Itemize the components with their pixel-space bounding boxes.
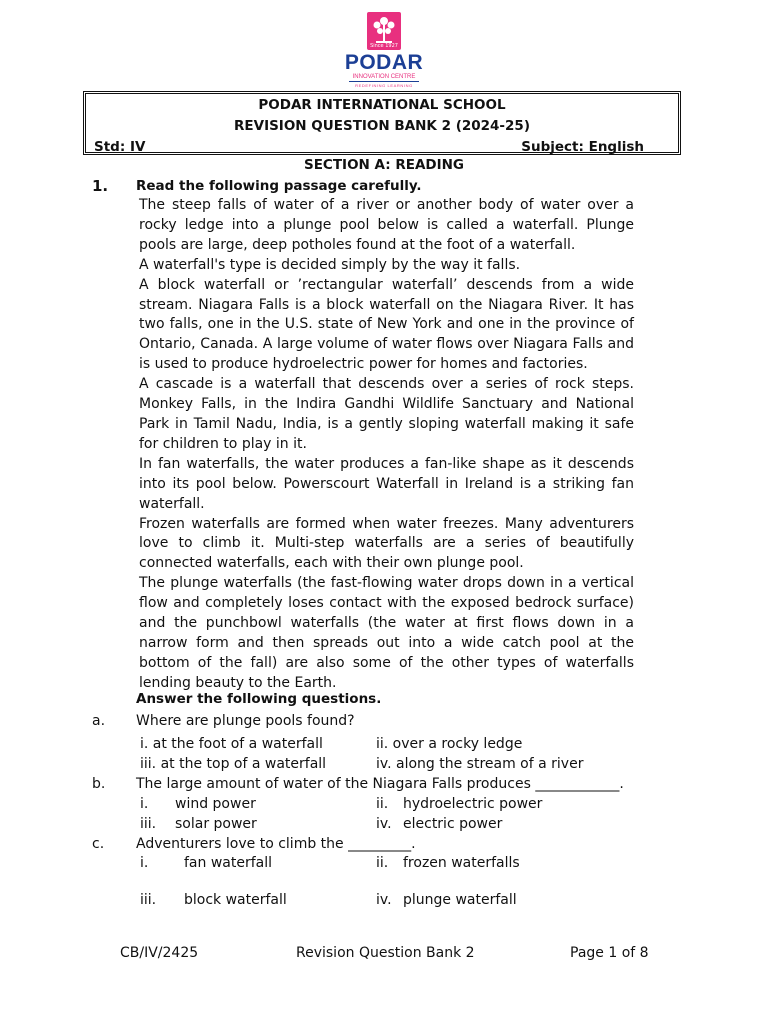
footer-code: CB/IV/2425	[120, 945, 199, 961]
school-name: PODAR INTERNATIONAL SCHOOL	[258, 97, 506, 113]
reading-passage	[139, 196, 634, 694]
option-number: i.	[140, 855, 149, 871]
logo-tagline: REDEFINING LEARNING	[355, 83, 413, 88]
passage-paragraph: The steep falls of water of a river or another body of water over a rocky ledge into a plunge pool below is called a waterfall. Plunge pools are large, deep potholes found at the foot of a waterfall.	[139, 197, 634, 253]
logo-since: Since 1927	[370, 43, 398, 49]
question-letter: b.	[92, 776, 106, 792]
question-text: Adventurers love to climb the _________.	[136, 836, 416, 852]
option-b-i: wind power	[175, 796, 256, 812]
option-number: ii.	[376, 855, 389, 871]
passage-paragraph: The plunge waterfalls (the fast-flowing water drops down in a vertical flow and completely loses contact with the exposed bedrock surface) and the punchbowl waterfalls (the water at first flows down in a narrow form and then spreads out into a wide catch pool at the bottom of the fall) are also some of the other types of waterfalls lending beauty to the Earth.	[139, 575, 634, 691]
option-c-iii: block waterfall	[184, 892, 287, 908]
question-text: Where are plunge pools found?	[136, 713, 355, 729]
header-box	[83, 91, 681, 155]
passage-paragraph: A waterfall's type is decided simply by the way it falls.	[139, 256, 521, 273]
question-letter: a.	[92, 713, 106, 729]
std-label: Std: IV	[94, 139, 146, 155]
page-number: Page 1 of 8	[570, 945, 649, 961]
question-text: The large amount of water of the Niagara Falls produces ____________.	[136, 776, 624, 792]
logo-wordmark: PODAR	[344, 51, 424, 74]
logo-subtitle: INNOVATION CENTRE	[352, 74, 416, 80]
paper-title: REVISION QUESTION BANK 2 (2024-25)	[234, 118, 530, 134]
question-number: 1.	[92, 177, 109, 195]
passage-paragraph: In fan waterfalls, the water produces a fan-like shape as it descends into its pool below. Powerscourt Waterfall in Ireland is a striking fan waterfall.	[139, 455, 634, 512]
option-number: ii.	[376, 796, 389, 812]
option-number: iii.	[140, 892, 157, 908]
podar-logo	[337, 8, 431, 86]
option-b-ii: hydroelectric power	[403, 796, 543, 812]
option-c-ii: frozen waterfalls	[403, 855, 520, 871]
question-instruction: Read the following passage carefully.	[136, 178, 422, 194]
option-c-iv: plunge waterfall	[403, 892, 517, 908]
option-a-i: i. at the foot of a waterfall	[140, 736, 323, 752]
option-a-iii: iii. at the top of a waterfall	[140, 756, 327, 772]
option-number: iv.	[376, 892, 392, 908]
option-b-iv: electric power	[403, 816, 503, 832]
passage-paragraph: Frozen waterfalls are formed when water freezes. Many adventurers love to climb it. Multi-step waterfalls are a series of beautifully connected waterfalls, each with their own plunge pool.	[139, 515, 634, 572]
subject-label: Subject: English	[521, 139, 644, 155]
question-letter: c.	[92, 836, 105, 852]
option-b-iii: solar power	[175, 816, 257, 832]
option-number: i.	[140, 796, 149, 812]
passage-paragraph: A cascade is a waterfall that descends over a series of rock steps. Monkey Falls, in the Indira Gandhi Wildlife Sanctuary and National Park in Tamil Nadu, India, is a gently sloping waterfall making it safe for children to play in it.	[139, 376, 634, 452]
answer-heading: Answer the following questions.	[136, 691, 382, 707]
logo-divider	[349, 81, 419, 82]
option-number: iv.	[376, 816, 392, 832]
option-a-ii: ii. over a rocky ledge	[376, 736, 523, 752]
option-number: iii.	[140, 816, 157, 832]
footer-title: Revision Question Bank 2	[296, 945, 475, 961]
option-a-iv: iv. along the stream of a river	[376, 756, 584, 772]
option-c-i: fan waterfall	[184, 855, 273, 871]
passage-paragraph: A block waterfall or ’rectangular waterfall’ descends from a wide stream. Niagara Falls is a block waterfall on the Niagara River. It has two falls, one in the U.S. state of New York and one in the province of Ontario, Canada. A large volume of water flows over Niagara Falls and is used to produce hydroelectric power for homes and factories.	[139, 276, 634, 373]
section-heading: SECTION A: READING	[303, 157, 465, 173]
